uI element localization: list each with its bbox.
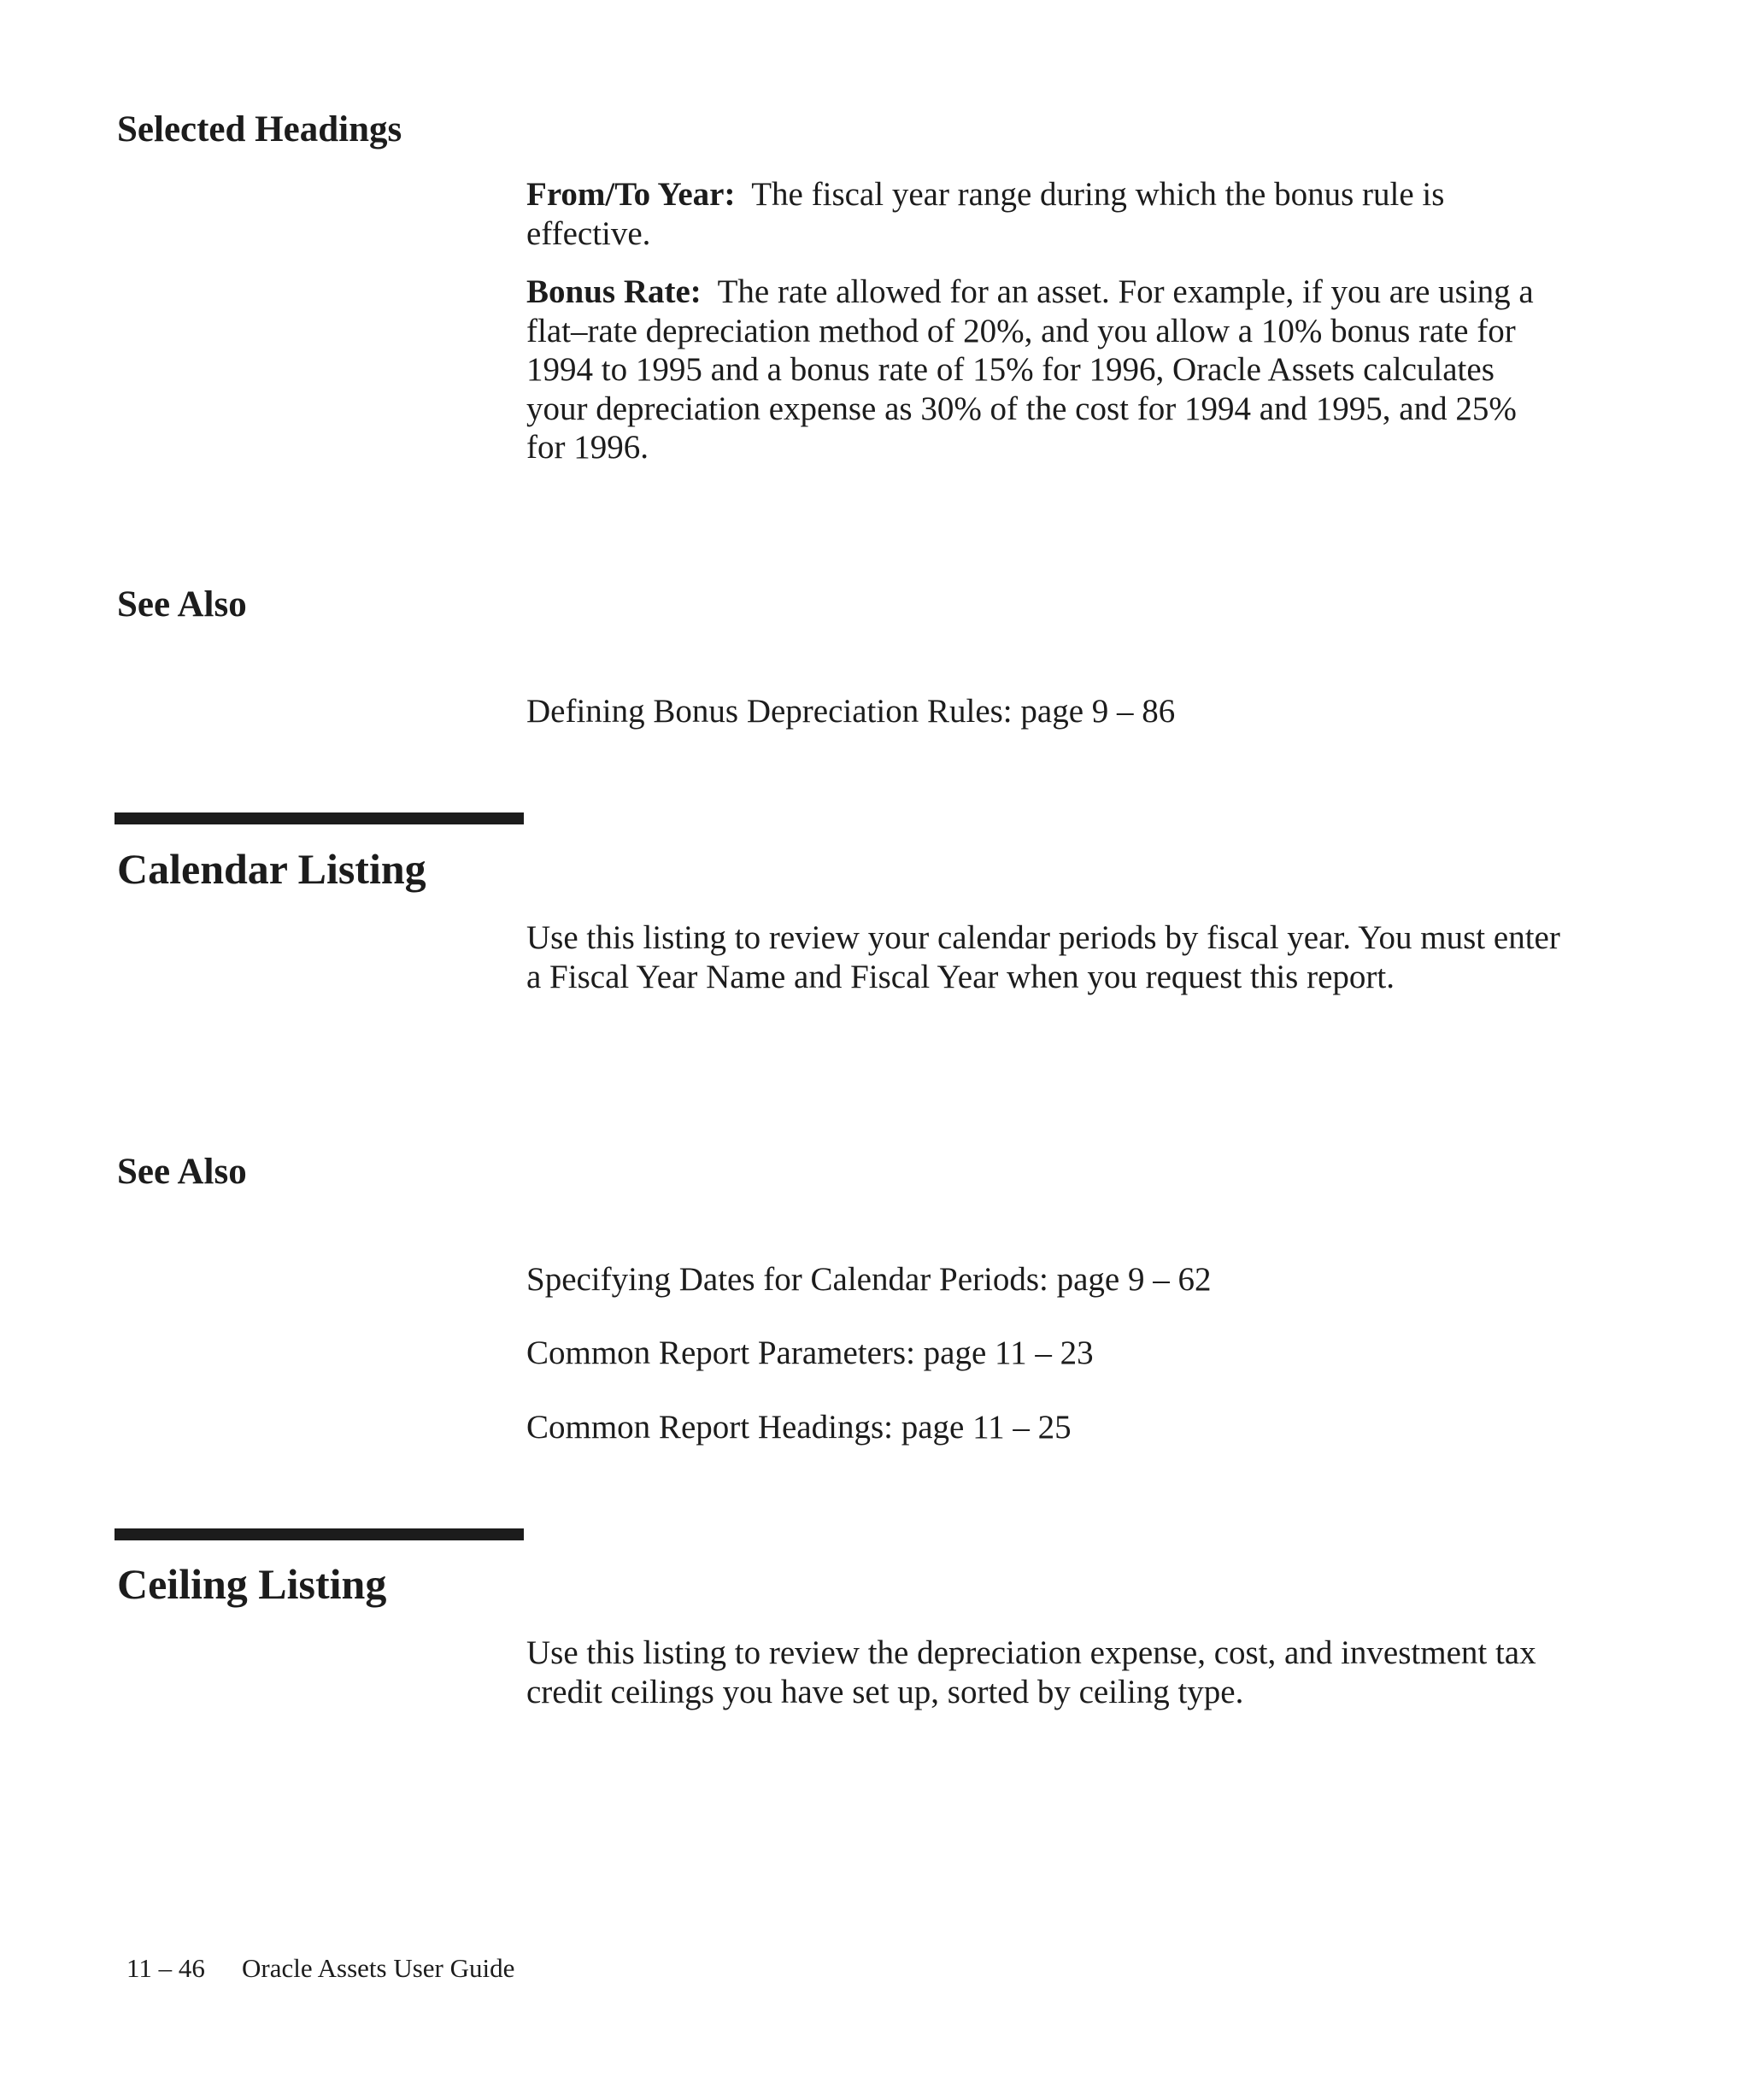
cross-reference-link[interactable]: Common Report Headings: page 11 – 25 [526,1409,1072,1446]
definition-term: From/To Year: [526,176,736,213]
section-divider-rule [115,1528,524,1540]
cross-reference-link[interactable]: Defining Bonus Depreciation Rules: page 9 – 86 [526,693,1176,730]
section-heading-ceiling-listing: Ceiling Listing [117,1560,387,1608]
paragraph: Use this listing to review your calendar periods by fiscal year. You must enter a Fiscal Year Name and Fiscal Year when you request this report. [526,919,1560,995]
definition-bonus-rate [526,273,1560,467]
definition-from-to-year [526,175,1560,253]
cross-reference-link[interactable]: Common Report Parameters: page 11 – 23 [526,1334,1094,1371]
footer-page-number: 11 – 46 [126,1953,205,1983]
section-heading-selected-headings: Selected Headings [117,109,402,150]
footer-book-title: Oracle Assets User Guide [242,1953,515,1983]
definition-term: Bonus Rate: [526,273,702,310]
section-body-text [526,918,1560,996]
cross-reference-link[interactable]: Specifying Dates for Calendar Periods: page 9 – 62 [526,1261,1212,1298]
section-heading-see-also: See Also [117,1152,247,1192]
definition-text: The rate allowed for an asset. For example, if you are using a flat–rate depreciation method of 20%, and you allow a 10% bonus rate for 1994 to 1995 and a bonus rate of 15% for 1996, Oracle Assets calculates your depreciation expense as 30% of the cost for 1994 and 1995, and 25% for 1996. [526,273,1534,466]
section-divider-rule [115,812,524,824]
definition-text: The fiscal year range during which the bonus rule is effective. [526,176,1445,252]
definition-list [526,175,1560,467]
section-heading-calendar-listing: Calendar Listing [117,845,426,893]
section-heading-see-also: See Also [117,584,247,625]
paragraph: Use this listing to review the depreciation expense, cost, and investment tax credit ceilings you have set up, sorted by ceiling type. [526,1634,1536,1710]
section-body-text [526,1634,1560,1711]
